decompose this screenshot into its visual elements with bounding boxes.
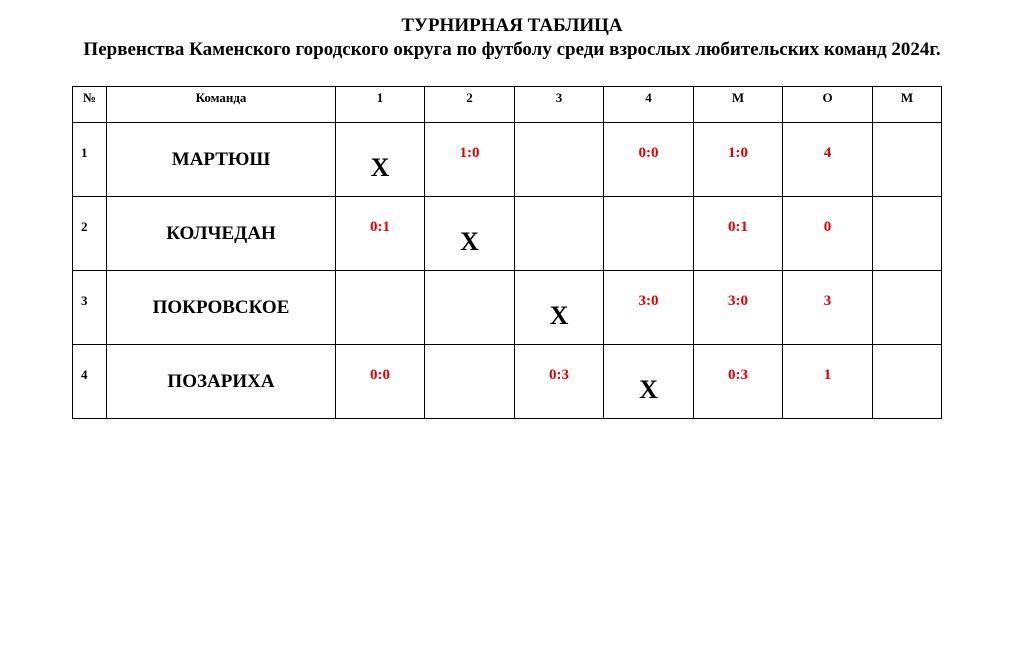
col-header-number: №	[73, 87, 107, 123]
result-cell	[515, 197, 604, 271]
standings-table	[72, 86, 942, 419]
self-match-cross: X	[639, 375, 658, 404]
col-header-o: О	[783, 87, 873, 123]
col-header-3: 3	[515, 87, 604, 123]
place-cell	[873, 271, 942, 345]
row-number-cell	[73, 197, 107, 271]
team-name: КОЛЧЕДАН	[107, 197, 336, 271]
points-cell	[783, 197, 873, 271]
goals-total: 0:1	[728, 219, 748, 235]
self-match-cross: X	[460, 227, 479, 256]
points-cell	[783, 123, 873, 197]
match-score: 0:3	[549, 367, 569, 383]
header-row	[73, 87, 942, 123]
result-cell	[425, 123, 515, 197]
points-total: 0	[823, 219, 832, 235]
points-cell	[783, 345, 873, 419]
place-cell	[873, 123, 942, 197]
table-row	[73, 197, 942, 271]
row-number-cell	[73, 345, 107, 419]
row-number: 2	[81, 219, 88, 234]
row-number: 3	[81, 293, 88, 308]
col-header-2: 2	[425, 87, 515, 123]
page-title: ТУРНИРНАЯ ТАБЛИЦА	[401, 15, 623, 36]
goals-cell	[694, 197, 783, 271]
table-row	[73, 345, 942, 419]
goals-cell	[694, 345, 783, 419]
result-cell	[336, 345, 425, 419]
row-number: 4	[81, 367, 88, 382]
goals-cell	[694, 123, 783, 197]
points-cell	[783, 271, 873, 345]
self-match-cross: X	[549, 301, 569, 330]
result-cell	[604, 123, 694, 197]
result-cell	[604, 197, 694, 271]
col-header-m: М	[694, 87, 783, 123]
result-cell	[515, 123, 604, 197]
col-header-m2: М	[873, 87, 942, 123]
table-row	[73, 271, 942, 345]
row-number-cell	[73, 123, 107, 197]
points-total: 3	[823, 293, 832, 309]
col-header-team: Команда	[107, 87, 336, 123]
match-score: 0:0	[638, 145, 659, 161]
result-cell	[336, 123, 425, 197]
result-cell	[425, 271, 515, 345]
row-number: 1	[81, 145, 88, 160]
result-cell	[604, 271, 694, 345]
points-total: 4	[823, 145, 832, 161]
goals-total: 1:0	[728, 145, 748, 161]
result-cell	[425, 197, 515, 271]
goals-total: 0:3	[728, 367, 748, 383]
team-name: ПОЗАРИХА	[107, 345, 336, 419]
team-name: МАРТЮШ	[107, 123, 336, 197]
col-header-4: 4	[604, 87, 694, 123]
col-header-1: 1	[336, 87, 425, 123]
place-cell	[873, 345, 942, 419]
match-score: 1:0	[459, 145, 480, 161]
result-cell	[425, 345, 515, 419]
result-cell	[515, 345, 604, 419]
page-subtitle: Первенства Каменского городского округа по футболу среди взрослых любительских команд 2024г.	[83, 39, 941, 60]
result-cell	[336, 197, 425, 271]
result-cell	[336, 271, 425, 345]
goals-total: 3:0	[728, 293, 748, 309]
result-cell	[515, 271, 604, 345]
goals-cell	[694, 271, 783, 345]
self-match-cross: X	[370, 153, 390, 182]
place-cell	[873, 197, 942, 271]
match-score: 3:0	[638, 293, 659, 309]
match-score: 0:0	[370, 367, 390, 383]
match-score: 0:1	[370, 219, 390, 235]
table-row	[73, 123, 942, 197]
team-name: ПОКРОВСКОЕ	[107, 271, 336, 345]
row-number-cell	[73, 271, 107, 345]
points-total: 1	[823, 367, 832, 383]
result-cell	[604, 345, 694, 419]
